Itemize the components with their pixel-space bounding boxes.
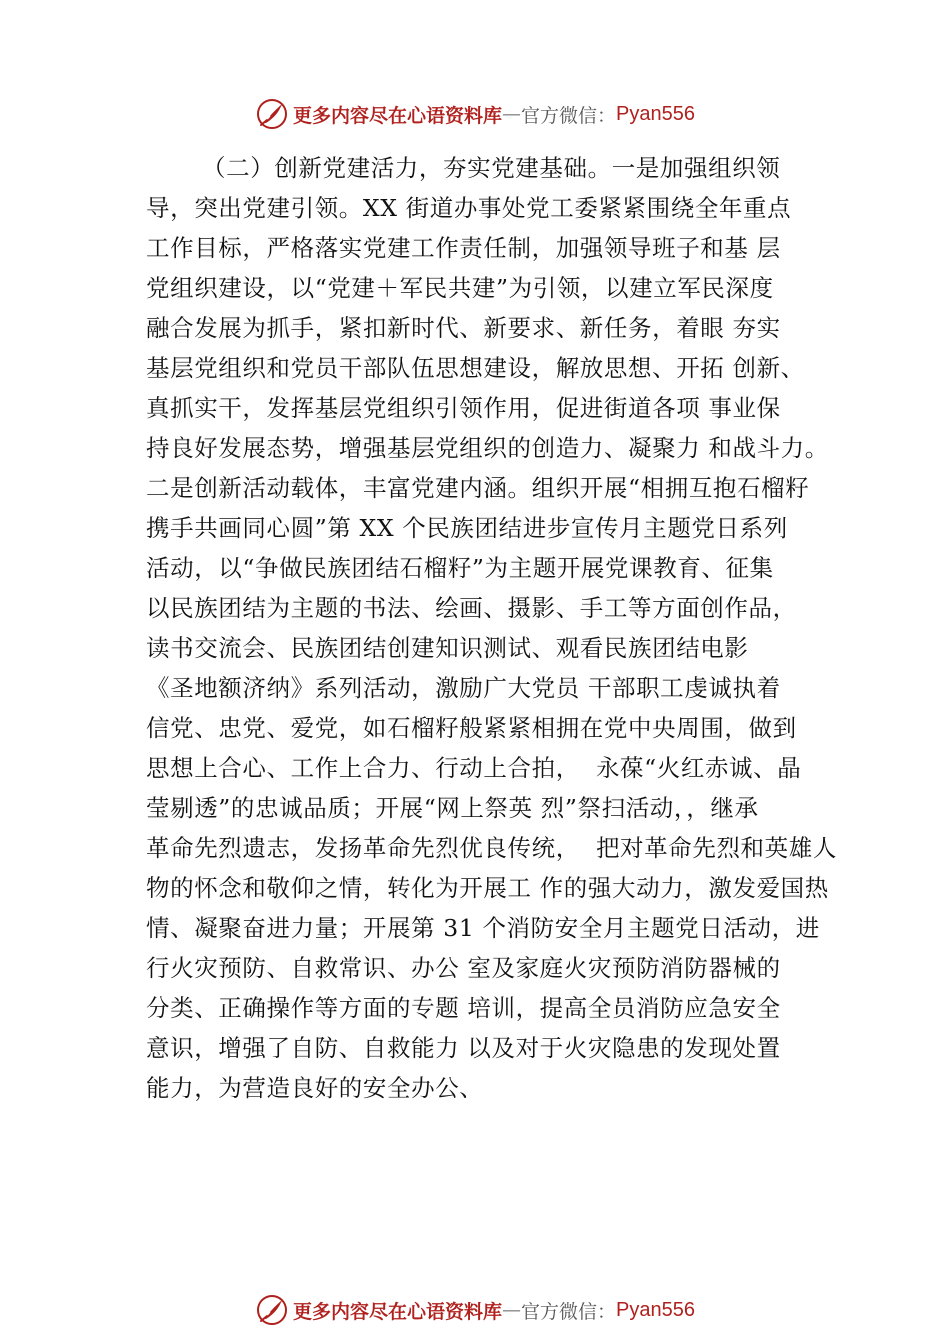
quill-logo-icon: [255, 1293, 289, 1327]
paragraph-line: 工作目标，严格落实党建工作责任制，加强领导班子和基 层: [146, 234, 781, 262]
watermark-wechat-id: Pyan556: [616, 1298, 695, 1321]
paragraph-line: （二）创新党建活力，夯实党建基础。一是加强组织领: [202, 154, 781, 182]
watermark-title: 更多内容尽在心语资料库: [293, 1300, 503, 1323]
paragraph-line: 行火灾预防、自救常识、办公 室及家庭火灾预防消防器械的: [146, 954, 781, 982]
paragraph-line: 以民族团结为主题的书法、绘画、摄影、手工等方面创作品，: [146, 594, 797, 622]
paragraph-line: 意识，增强了自防、自救能力 以及对于火灾隐患的发现处置: [146, 1034, 781, 1062]
paragraph-line: 活动，以“争做民族团结石榴籽”为主题开展党课教育、征集: [146, 554, 774, 582]
paragraph-line: 物的怀念和敬仰之情，转化为开展工 作的强大动力，激发爱国热: [146, 874, 829, 902]
paragraph-line: 真抓实干，发挥基层党组织引领作用，促进街道各项 事业保: [146, 394, 781, 422]
watermark-separator: —: [502, 103, 522, 125]
quill-logo-icon: [255, 97, 289, 131]
paragraph-line: 思想上合心、工作上合力、行动上合拍， 永葆“火红赤诚、晶: [146, 754, 802, 782]
paragraph-line: 持良好发展态势，增强基层党组织的创造力、凝聚力 和战斗力。: [146, 434, 829, 462]
paragraph-line: 二是创新活动载体，丰富党建内涵。组织开展“相拥互抱石榴籽: [146, 474, 810, 502]
watermark-wechat-label: 官方微信：: [521, 1300, 617, 1323]
paragraph-line: 情、凝聚奋进力量；开展第 31 个消防安全月主题党日活动，进: [146, 914, 820, 942]
paragraph-line: 导，突出党建引领。XX 街道办事处党工委紧紧围绕全年重点: [146, 194, 792, 222]
paragraph-line: 莹剔透”的忠诚品质；开展“网上祭英 烈”祭扫活动，，继承: [146, 794, 759, 822]
paragraph-line: 融合发展为抓手，紧扣新时代、新要求、新任务，着眼 夯实: [146, 314, 781, 342]
watermark-banner-top: [0, 94, 950, 134]
watermark-banner-bottom: [0, 1290, 950, 1330]
paragraph-line: 携手共画同心圆”第 XX 个民族团结进步宣传月主题党日系列: [146, 514, 788, 542]
paragraph-line: 基层党组织和党员干部队伍思想建设，解放思想、开拓 创新、: [146, 354, 805, 382]
watermark-title: 更多内容尽在心语资料库: [293, 104, 503, 127]
paragraph-line: 革命先烈遗志，发扬革命先烈优良传统， 把对革命先烈和英雄人: [146, 834, 837, 862]
watermark-wechat-id: Pyan556: [616, 102, 695, 125]
watermark-wechat-label: 官方微信：: [521, 104, 617, 127]
paragraph-line: 信党、忠党、爱党，如石榴籽般紧紧相拥在党中央周围，做到: [146, 714, 797, 742]
watermark-separator: —: [502, 1299, 522, 1321]
paragraph-line: 分类、正确操作等方面的专题 培训，提高全员消防应急安全: [146, 994, 781, 1022]
paragraph-line: 读书交流会、民族团结创建知识测试、观看民族团结电影: [146, 634, 749, 662]
paragraph-line: 《圣地额济纳》系列活动，激励广大党员 干部职工虔诚执着: [146, 674, 781, 702]
paragraph-line: 党组织建设，以“党建＋军民共建”为引领，以建立军民深度: [146, 274, 774, 302]
paragraph-line: 能力，为营造良好的安全办公、: [146, 1074, 484, 1102]
